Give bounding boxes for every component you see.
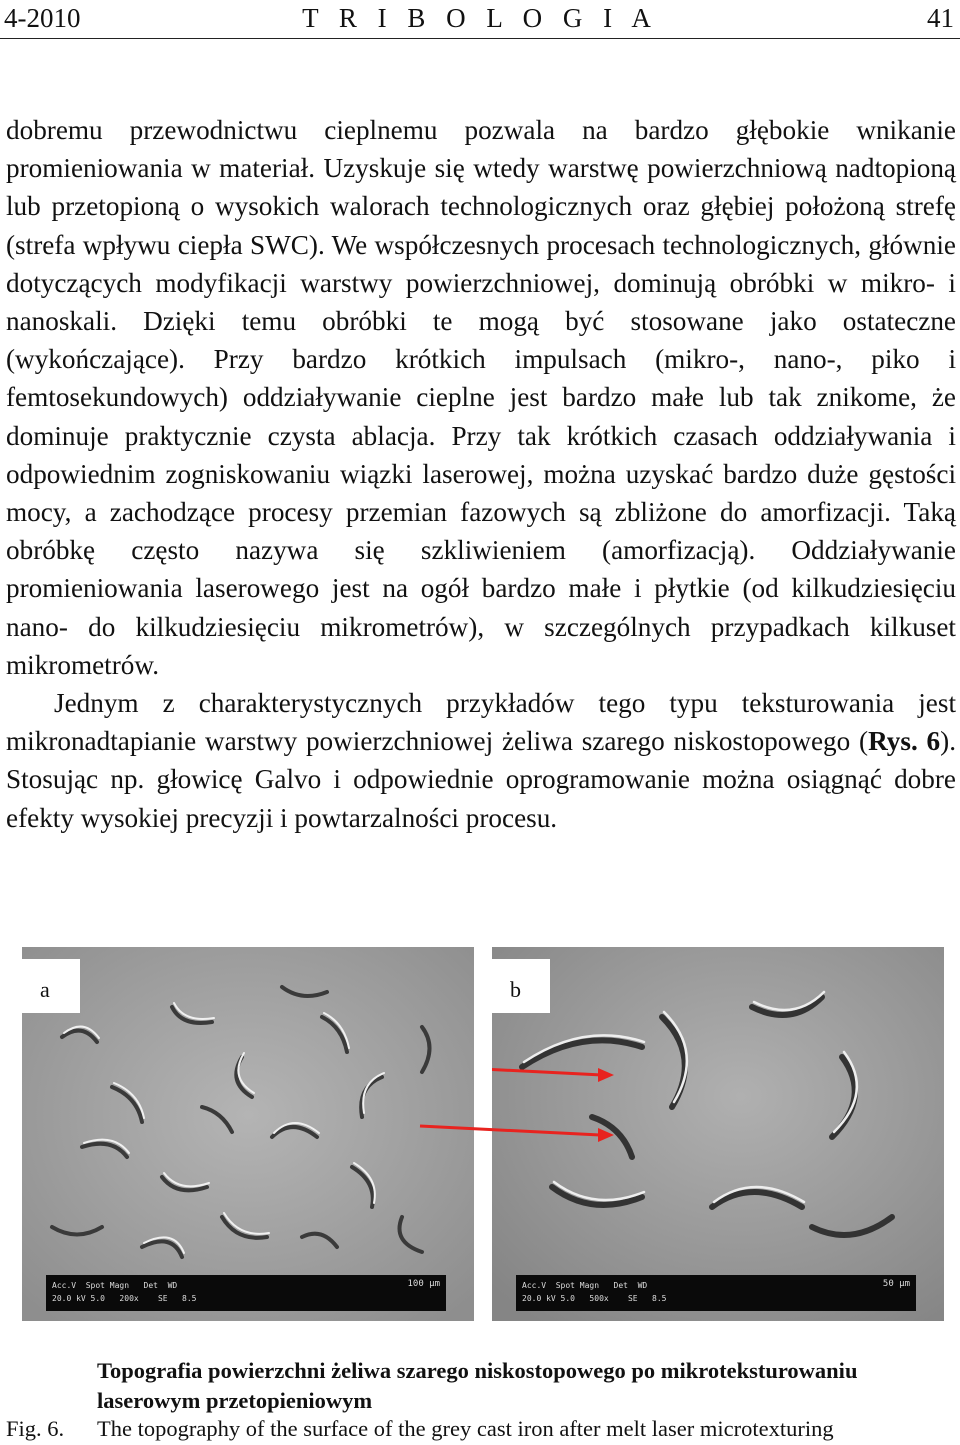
caption-key-en: Fig. 6. <box>6 1416 65 1441</box>
body-text <box>6 111 956 837</box>
scale-label-b: 50 µm <box>882 1279 910 1289</box>
running-header <box>0 0 960 39</box>
panel-label-a: a <box>22 959 80 1013</box>
paragraph-2 <box>6 684 956 837</box>
panel-label-b: b <box>492 959 550 1013</box>
issue-number: 4-2010 <box>4 3 81 33</box>
figure-caption-polish <box>6 1356 956 1416</box>
paragraph-1: dobremu przewodnictwu cieplnemu pozwala na bardzo głębokie wnikanie promieniowania w materiał. Uzyskuje się wtedy warstwę powierzchniową nadtopioną lub przetopioną o wysokich walorach technologicznych oraz głębiej położoną strefę (strefa wpływu ciepła SWC). We współczesnych procesach technologicznych, głównie dotyczących modyfikacji warstwy powierzchniowej, dominują obróbki w mikro- i nanoskali. Dzięki temu obróbki te mogą być stosowane jako ostateczne (wykończające). Przy bardzo krótkich impulsach (mikro-, nano-, piko i femtosekundowych) oddziaływanie cieplne jest bardzo małe lub tak znikome, że dominuje praktycznie czysta ablacja. Przy tak krótkich czasach oddziaływania i odpowiednim zogniskowaniu wiązki laserowej, można uzyskać bardzo duże gęstości mocy, a zachodzące procesy przemian fazowych są zbliżone do amorfizacji. Taką obróbkę często nazywa się szkliwieniem (amorfizacją). Oddziaływanie promieniowania laserowego jest na ogół bardzo małe i płytkie (od kilkudziesięciu nano- do kilkudziesięciu mikrometrów), w szczególnych przypadkach kilkuset mikrometrów. <box>6 115 956 680</box>
sem-params-b-line1: Acc.V Spot Magn Det WD <box>522 1281 648 1290</box>
scale-label-a: 100 µm <box>407 1279 440 1289</box>
figure-reference-link[interactable]: Rys. 6 <box>868 726 941 757</box>
caption-text-pl: Topografia powierzchni żeliwa szarego niskostopowego po mikroteksturowaniu laserowym przetopieniowym <box>97 1358 858 1413</box>
caption-text-en: The topography of the surface of the grey cast iron after melt laser microtexturing <box>97 1416 834 1441</box>
page-number: 41 <box>927 3 954 33</box>
paragraph-2-after: ). Stosując np. głowicę Galvo i odpowiednie oprogramowanie można osiągnąć dobre efekty wysokiej precyzji i powtarzalności procesu. <box>6 726 956 833</box>
sem-databar-a <box>46 1275 446 1311</box>
sem-params-a-line2: 20.0 kV 5.0 200x SE 8.5 <box>52 1294 197 1303</box>
caption-key-pl <box>6 1356 97 1386</box>
sem-params-a-line1: Acc.V Spot Magn Det WD <box>52 1281 178 1290</box>
figure-caption-english <box>6 1416 956 1442</box>
sem-databar-b <box>516 1275 916 1311</box>
red-arrow <box>418 1118 618 1148</box>
sem-params-b-line2: 20.0 kV 5.0 500x SE 8.5 <box>522 1294 667 1303</box>
paragraph-2-before: Jednym z charakterystycznych przykładów tego typu teksturowania jest mikronadtapianie warstwy powierzchniowej żeliwa szarego niskostopowego ( <box>6 688 956 757</box>
sem-texture-a <box>22 947 474 1321</box>
journal-title: T R I B O L O G I A <box>302 3 658 33</box>
sem-image-a <box>22 947 474 1321</box>
